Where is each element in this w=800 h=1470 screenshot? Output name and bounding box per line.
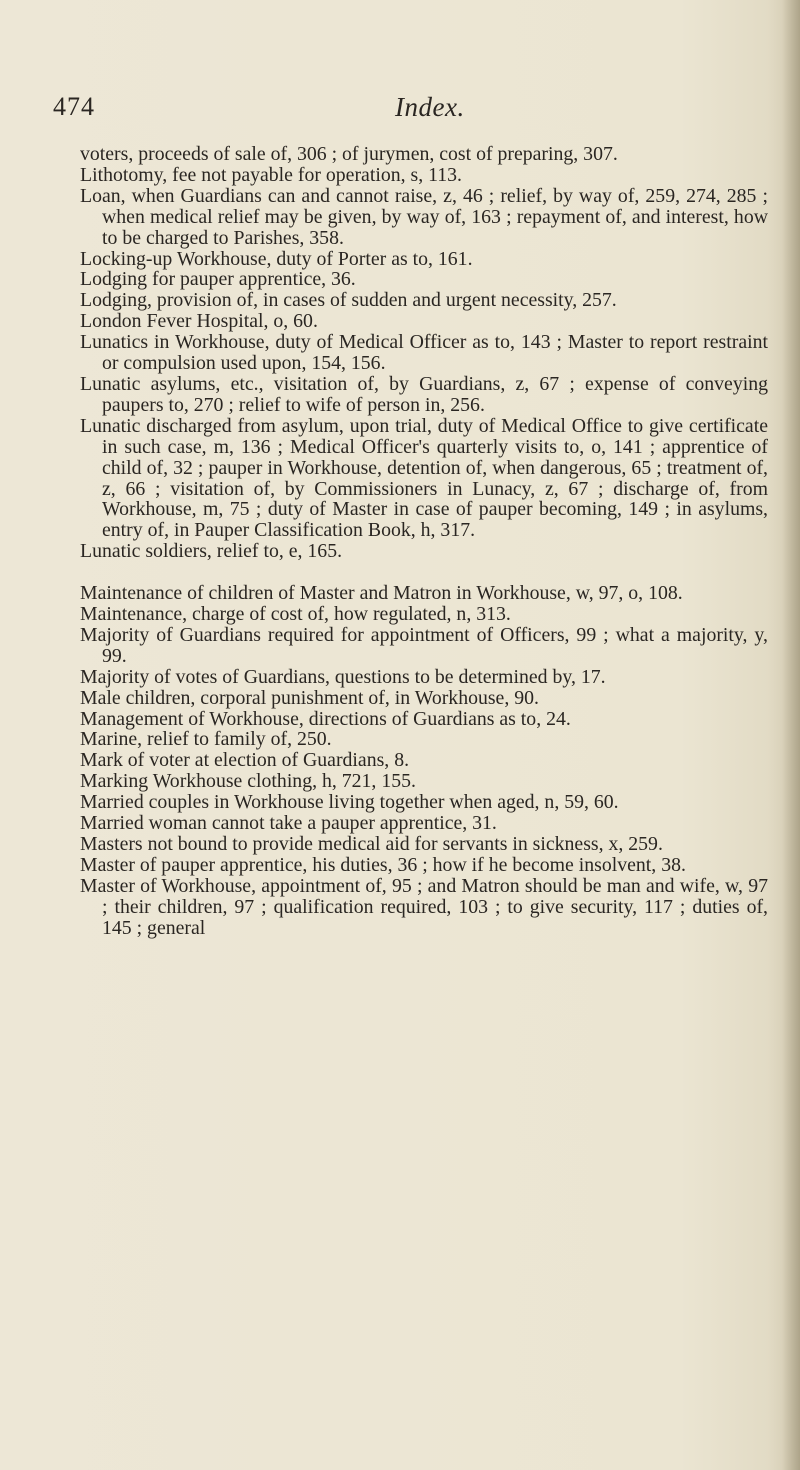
index-entry: Majority of votes of Guardians, questions to be determined by, 17.	[80, 665, 606, 688]
running-head: Index.	[395, 92, 465, 122]
index-entry: voters, proceeds of sale of, 306 ; of jurymen, cost of preparing, 307.	[80, 143, 618, 165]
index-entry: Lunatics in Workhouse, duty of Medical Officer as to, 143 ; Master to report restraint or compulsion used upon, 154, 156.	[80, 331, 768, 375]
index-entry: London Fever Hospital, o, 60.	[80, 310, 318, 333]
index-entry: Mark of voter at election of Guardians, 8.	[80, 749, 410, 772]
index-entry: Master of pauper apprentice, his duties, 36 ; how if he become insolvent, 38.	[80, 853, 686, 876]
index-entry: Married woman cannot take a pauper apprentice, 31.	[80, 812, 497, 835]
index-group-l	[80, 144, 768, 562]
index-entry: Lunatic asylums, etc., visitation of, by Guardians, z, 67 ; expense of conveying paupers to, 270 ; relief to wife of person in, 256.	[80, 372, 768, 416]
index-entry: Loan, when Guardians can and cannot raise, z, 46 ; relief, by way of, 259, 274, 285 ; when medical relief may be given, by way of, 163 ; repayment of, and interest, how to be charged to Parishes, 358.	[80, 184, 768, 249]
index-entry: Lithotomy, fee not payable for operation, s, 113.	[80, 163, 462, 186]
index-entry: Lunatic soldiers, relief to, e, 165.	[80, 540, 343, 563]
index-entry: Maintenance of children of Master and Matron in Workhouse, w, 97, o, 108.	[80, 582, 683, 605]
index-entry: Lunatic discharged from asylum, upon trial, duty of Medical Office to give certificate in such case, m, 136 ; Medical Officer's quarterly visits to, o, 141 ; apprentice of child of, 32 ; pauper in Workhouse, detention of, when dangerous, 65 ; treatment of, z, 66 ; visitation of, by Commissioners in Lunacy, z, 67 ; discharge of, from Workhouse, m, 75 ; duty of Master in case of pauper becoming, 149 ; in asylums, entry of, in Pauper Classification Book, h, 317.	[80, 414, 768, 542]
index-entry: Marine, relief to family of, 250.	[80, 728, 332, 751]
index-entry: Majority of Guardians required for appointment of Officers, 99 ; what a majority, y, 99.	[80, 623, 768, 667]
index-entry: Management of Workhouse, directions of Guardians as to, 24.	[80, 707, 571, 730]
index-group-m	[80, 583, 768, 938]
index-entry: Marking Workhouse clothing, h, 721, 155.	[80, 770, 416, 793]
page-header	[0, 92, 800, 132]
index-entry: Maintenance, charge of cost of, how regulated, n, 313.	[80, 603, 511, 626]
index-entry: Master of Workhouse, appointment of, 95 ; and Matron should be man and wife, w, 97 ; their children, 97 ; qualification required, 103 ; to give security, 117 ; duties of, 145 ; general	[80, 874, 768, 939]
index-entry: Lodging for pauper apprentice, 36.	[80, 268, 356, 291]
index-entry: Masters not bound to provide medical aid for servants in sickness, x, 259.	[80, 833, 663, 855]
index-entry: Lodging, provision of, in cases of sudden and urgent necessity, 257.	[80, 289, 617, 312]
index-entry: Married couples in Workhouse living together when aged, n, 59, 60.	[80, 791, 619, 814]
index-body	[80, 144, 768, 939]
index-entry: Locking-up Workhouse, duty of Porter as to, 161.	[80, 247, 473, 270]
page-number: 474	[53, 92, 95, 121]
page-edge-shadow	[782, 0, 800, 1470]
index-entry: Male children, corporal punishment of, in Workhouse, 90.	[80, 686, 539, 709]
